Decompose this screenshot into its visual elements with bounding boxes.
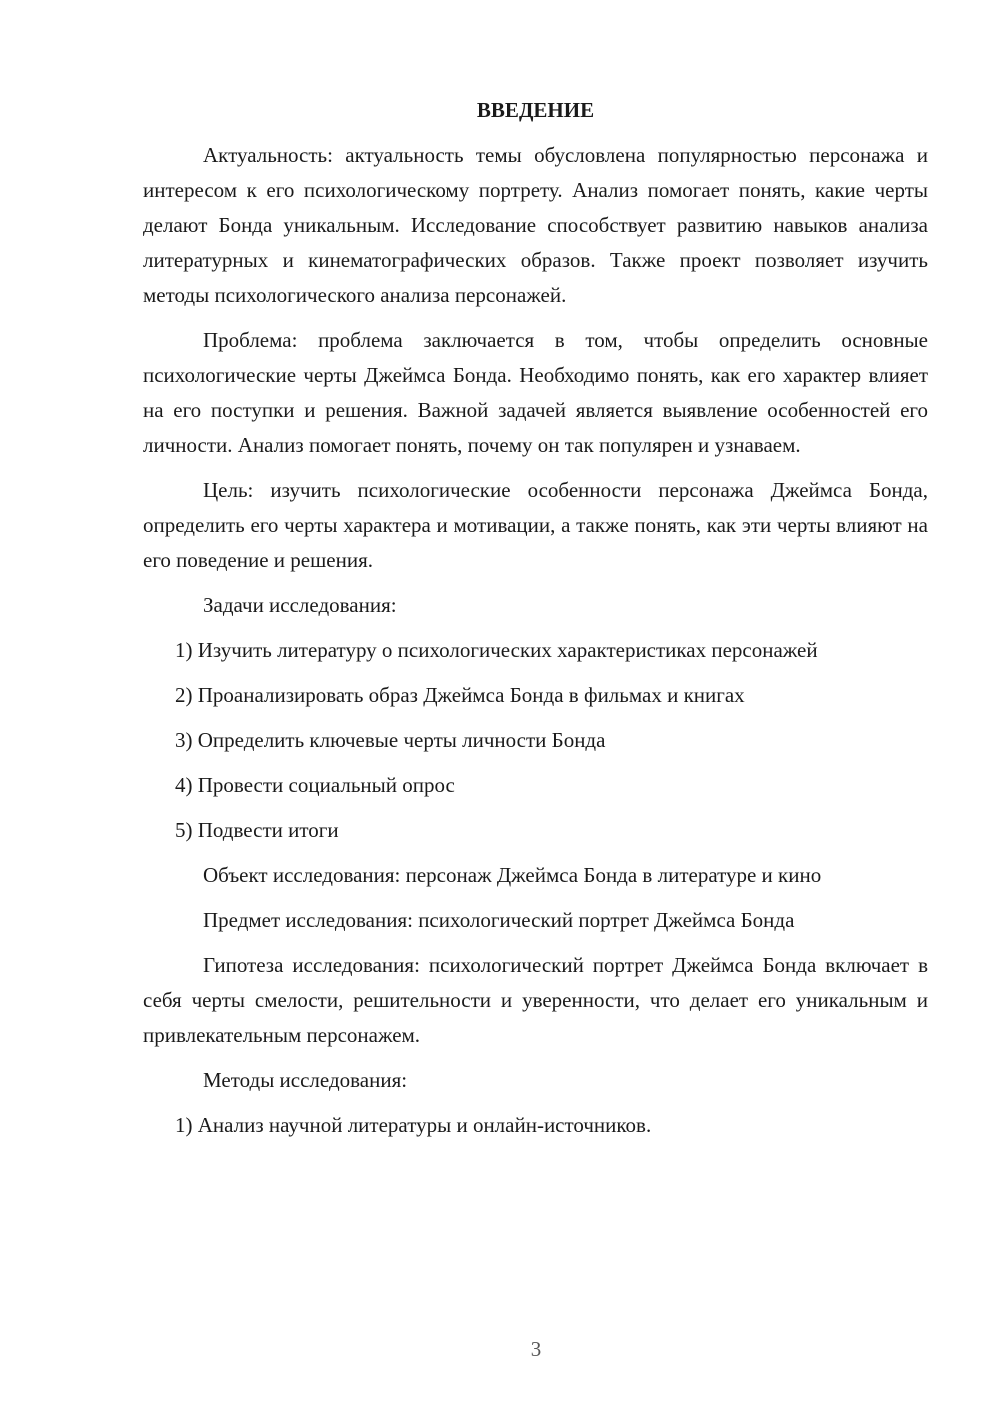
task-item-5: 5) Подвести итоги: [175, 818, 339, 842]
hypothesis-paragraph: Гипотеза исследования: психологический портрет Джеймса Бонда включает в себя черты смелости, решительности и уверенности, что делает его уникальным и привлекательным персонажем.: [143, 953, 928, 1047]
task-item-1: 1) Изучить литературу о психологических характеристиках персонажей: [175, 638, 818, 662]
page-number: 3: [530, 1337, 542, 1361]
section-heading: ВВЕДЕНИЕ: [476, 98, 595, 122]
object-paragraph: Объект исследования: персонаж Джеймса Бонда в литературе и кино: [203, 863, 822, 887]
task-item-4: 4) Провести социальный опрос: [175, 773, 455, 797]
task-item-3: 3) Определить ключевые черты личности Бонда: [175, 728, 606, 752]
subject-paragraph: Предмет исследования: психологический портрет Джеймса Бонда: [203, 908, 795, 932]
goal-paragraph: Цель: изучить психологические особенности персонажа Джеймса Бонда, определить его черты характера и мотивации, а также понять, как эти черты влияют на его поведение и решения.: [143, 478, 928, 572]
methods-title: Методы исследования:: [203, 1068, 408, 1092]
problem-paragraph: Проблема: проблема заключается в том, чтобы определить основные психологические черты Джеймса Бонда. Необходимо понять, как его характер влияет на его поступки и решения. Важной задачей является выявление особенностей его личности. Анализ помогает понять, почему он так популярен и узнаваем.: [143, 328, 928, 457]
task-item-2: 2) Проанализировать образ Джеймса Бонда в фильмах и книгах: [175, 683, 745, 707]
page-content: [143, 93, 928, 1153]
relevance-paragraph: Актуальность: актуальность темы обусловлена популярностью персонажа и интересом к его психологическому портрету. Анализ помогает понять, какие черты делают Бонда уникальным. Исследование способствует развитию навыков анализа литературных и кинематографических образов. Также проект позволяет изучить методы психологического анализа персонажей.: [143, 143, 928, 307]
method-item-1: 1) Анализ научной литературы и онлайн-источников.: [175, 1113, 652, 1137]
tasks-title: Задачи исследования:: [203, 593, 397, 617]
